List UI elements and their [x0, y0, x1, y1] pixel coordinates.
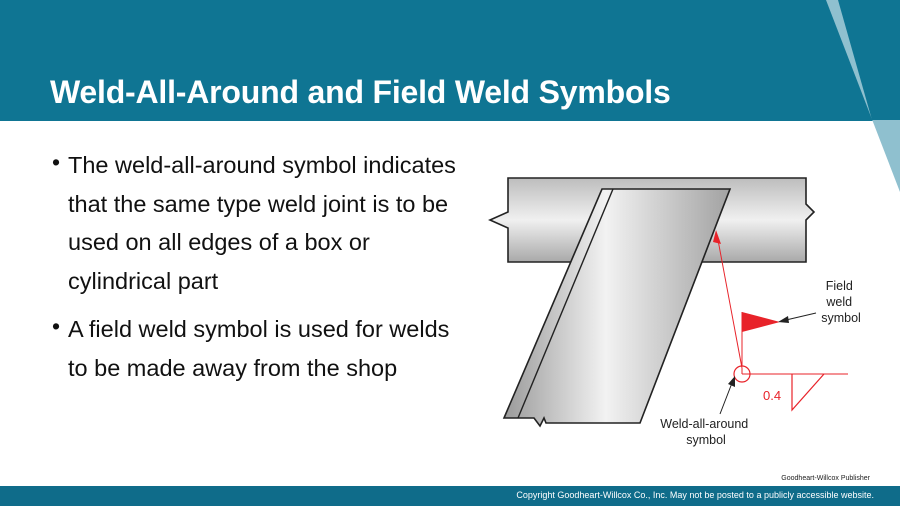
copyright-notice: Copyright Goodheart-Willcox Co., Inc. May not be posted to a publicly accessible website. — [516, 490, 874, 500]
weld-all-around-label: Weld-all-around symbol — [660, 417, 749, 447]
bullet-text: The weld-all-around symbol indicates that the same type weld joint is to be used on all edges of a box or cylindrical part — [68, 152, 456, 294]
fillet-weld-symbol — [792, 374, 824, 410]
field-weld-flag — [742, 312, 780, 332]
bullet-dot: • — [52, 149, 61, 175]
bullet-dot: • — [52, 313, 61, 339]
bullet-text: A field weld symbol is used for welds to be made away from the shop — [68, 316, 450, 381]
bullet-list — [52, 146, 472, 397]
weld-all-around-label-arrow — [720, 383, 732, 414]
field-weld-label-arrowhead — [778, 316, 789, 323]
slide-title: Weld-All-Around and Field Weld Symbols — [50, 74, 671, 110]
image-credit: Goodheart-Willcox Publisher — [781, 475, 870, 482]
weld-all-around-label-arrowhead — [728, 376, 735, 387]
field-weld-label-arrow — [786, 313, 816, 320]
weld-size-label: 0.4 — [763, 388, 782, 403]
bullet-item — [52, 310, 472, 387]
weld-diagram — [480, 160, 870, 460]
footer-bar — [0, 486, 900, 506]
bullet-item — [52, 146, 472, 300]
field-weld-label: Field weld symbol — [821, 279, 861, 325]
